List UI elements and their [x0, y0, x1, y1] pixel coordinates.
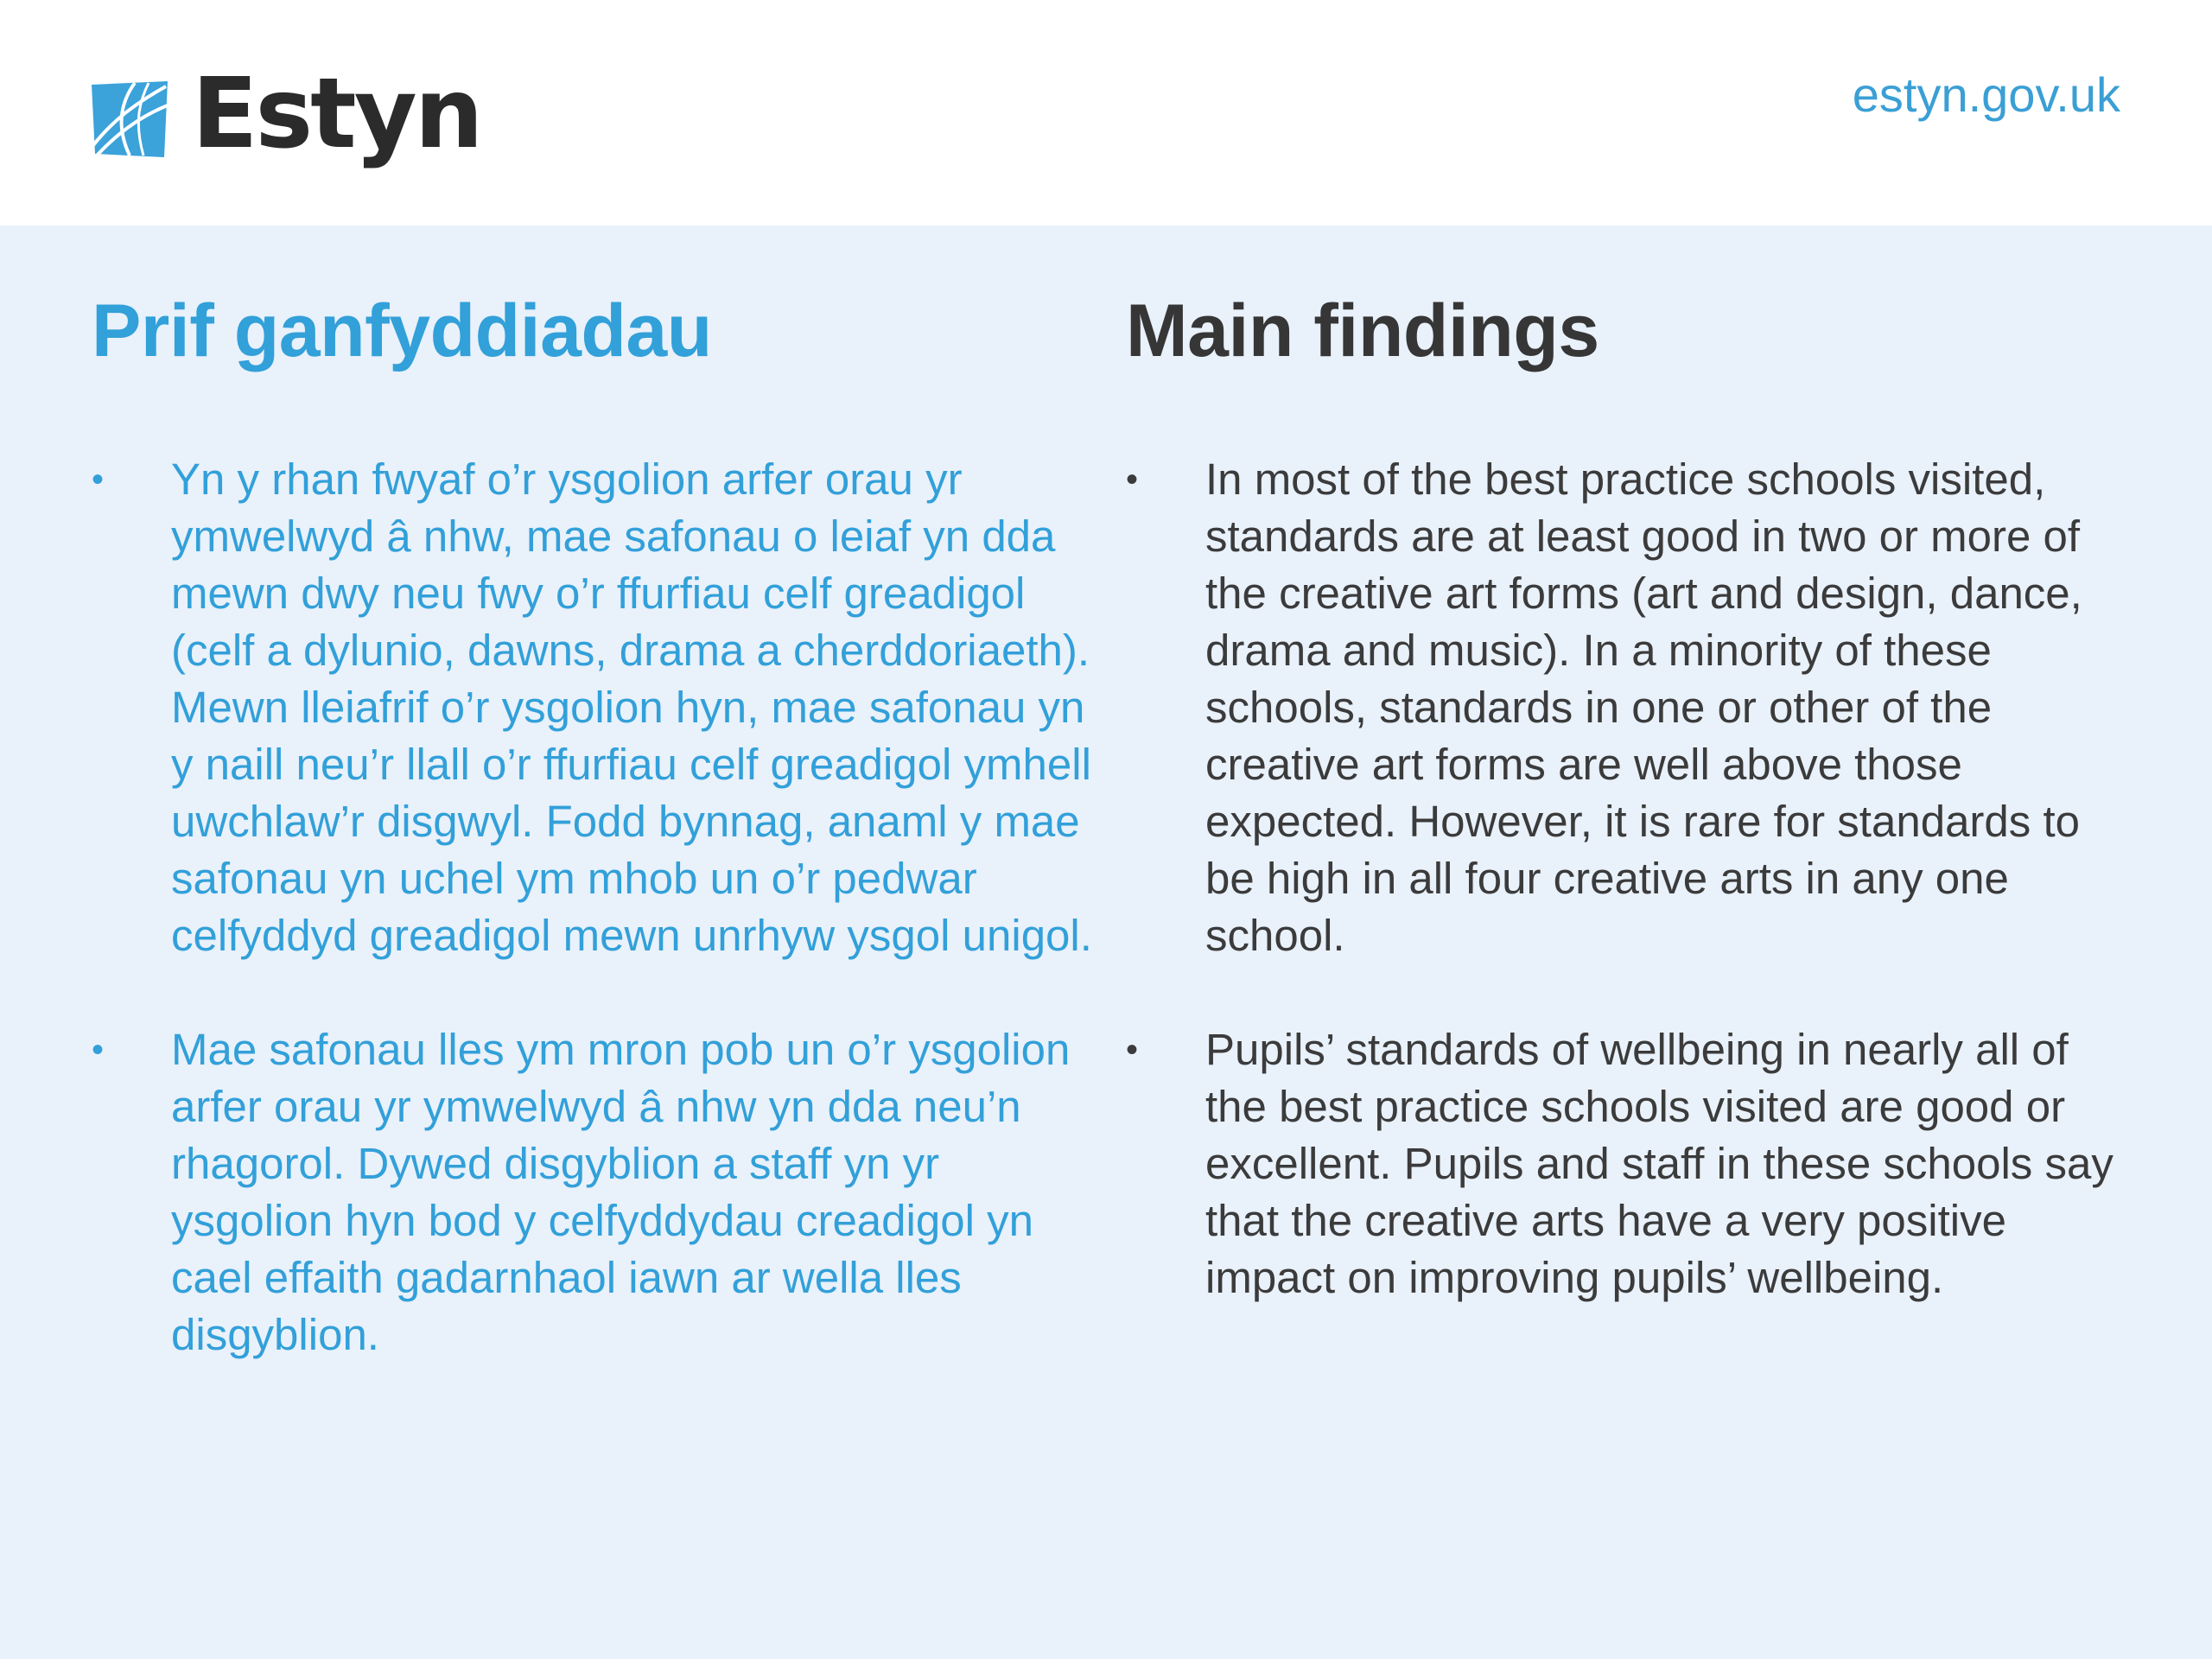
bullet-icon: • — [92, 1031, 105, 1069]
bullet-text: Mae safonau lles ym mron pob un o’r ysgolion arfer orau yr ymwelwyd â nhw yn dda neu’n rhagorol. Dywed disgyblion a staff yn yr ysgolion hyn bod y celfyddydau creadigol yn cael effaith gadarnhaol iawn ar wella lles disgyblion. — [171, 1025, 1071, 1359]
list-item — [92, 1021, 1103, 1363]
estyn-logo-icon — [92, 81, 168, 157]
bullet-text: Pupils’ standards of wellbeing in nearly all of the best practice schools visited are good or excellent. Pupils and staff in these schools say that the creative arts have a very positive impact on improving pupils’ wellbeing. — [1205, 1025, 2113, 1302]
bullet-text: Yn y rhan fwyaf o’r ysgolion arfer orau yr ymwelwyd â nhw, mae safonau o leiaf yn dda mewn dwy neu fwy o’r ffurfiau celf greadigol (celf a dylunio, dawns, drama a cherddoriaeth). Mewn lleiafrif o’r ysgolion hyn, mae safonau yn y naill neu’r llall o’r ffurfiau celf greadigol ymhell uwchlaw’r disgwyl. Fodd bynnag, anaml y mae safonau yn uchel ym mhob un o’r pedwar celfyddyd greadigol mewn unrhyw ysgol unigol. — [171, 454, 1092, 960]
english-heading: Main findings — [1126, 289, 1599, 372]
list-item — [92, 451, 1103, 964]
english-bullet-list — [1126, 451, 2137, 1306]
list-item — [1126, 451, 2137, 964]
welsh-bullet-list — [92, 451, 1103, 1363]
english-findings-column — [1126, 289, 2137, 1363]
bullet-text: In most of the best practice schools visited, standards are at least good in two or more of the creative art forms (art and design, dance, drama and music). In a minority of these schools, standards in one or other of the creative art forms are well above those expected. However, it is rare for standards to be high in all four creative arts in any one school. — [1205, 454, 2082, 960]
logo-text: Estyn — [192, 58, 481, 170]
bullet-icon: • — [1126, 461, 1139, 499]
bullet-icon: • — [92, 461, 105, 499]
page-header — [0, 0, 2212, 226]
welsh-findings-column — [92, 289, 1103, 1421]
bullet-icon: • — [1126, 1031, 1139, 1069]
site-url-link[interactable]: estyn.gov.uk — [1852, 67, 2120, 122]
list-item — [1126, 1021, 2137, 1306]
welsh-heading: Prif ganfyddiadau — [92, 289, 712, 372]
estyn-logo[interactable] — [92, 58, 481, 170]
